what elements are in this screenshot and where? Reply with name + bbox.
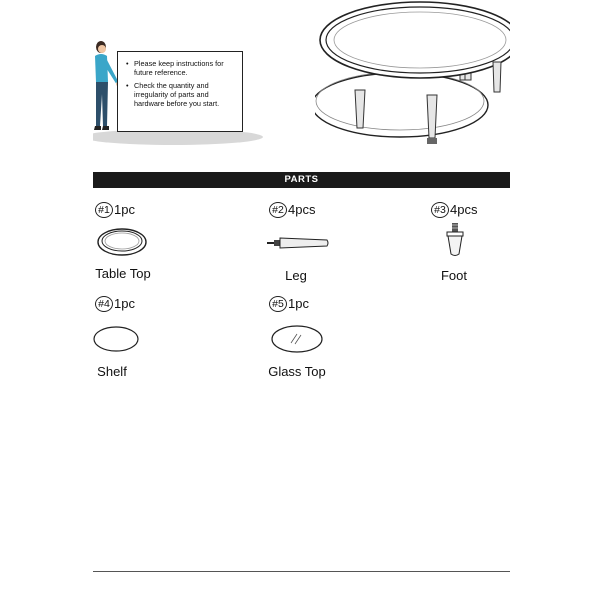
part-number-badge: #2 <box>269 202 287 218</box>
shelf-icon <box>93 324 139 354</box>
part-5-header <box>269 296 309 312</box>
bottom-divider <box>93 571 510 572</box>
part-number-badge: #4 <box>95 296 113 312</box>
notice-list <box>126 59 238 108</box>
part-quantity: 1pc <box>114 296 135 311</box>
part-3-header <box>431 202 477 218</box>
part-2-header <box>269 202 315 218</box>
part-quantity: 1pc <box>114 202 135 217</box>
part-quantity: 4pcs <box>450 202 478 217</box>
assembled-table-illustration <box>315 0 510 150</box>
part-1-header <box>95 202 135 218</box>
part-4-header <box>95 296 135 312</box>
leg-icon <box>265 234 331 252</box>
table-top-icon <box>96 226 148 258</box>
part-number-badge: #5 <box>269 296 287 312</box>
part-quantity: 1pc <box>288 296 309 311</box>
part-1-name: Table Top <box>95 266 151 281</box>
part-5-name: Glass Top <box>268 364 326 379</box>
glass-top-icon <box>271 322 323 356</box>
part-quantity: 4pcs <box>288 202 316 217</box>
notice-box <box>117 51 243 132</box>
parts-header-bar: PARTS <box>93 172 510 188</box>
part-number-badge: #3 <box>431 202 449 218</box>
instruction-page <box>93 0 510 600</box>
part-3-name: Foot <box>440 268 467 283</box>
notice-item: • Please keep instructions for future reference. <box>126 59 238 78</box>
part-2-name: Leg <box>285 268 307 283</box>
part-4-name: Shelf <box>97 364 127 379</box>
foot-icon <box>442 222 468 258</box>
notice-item: • Check the quantity and irregularity of parts and hardware before you start. <box>126 81 238 109</box>
part-number-badge: #1 <box>95 202 113 218</box>
